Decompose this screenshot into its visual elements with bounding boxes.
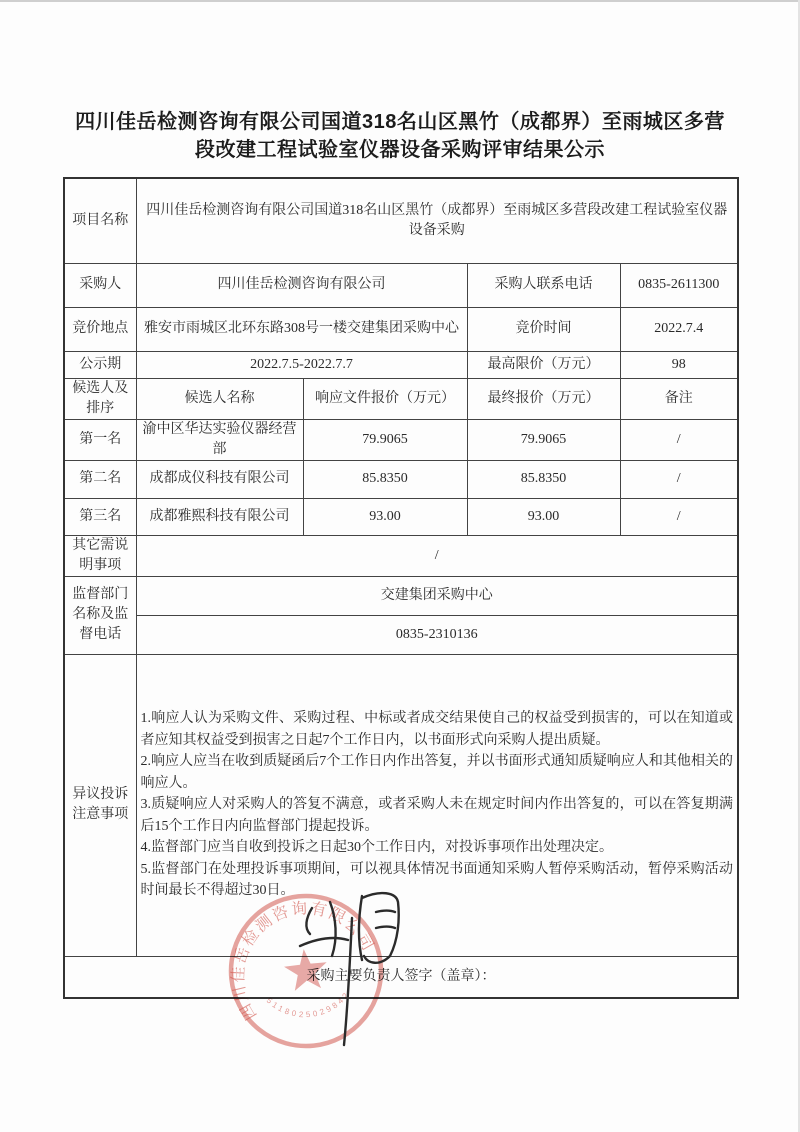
doc-price-header: 响应文件报价（万元） bbox=[303, 378, 467, 419]
candidate-final-price: 79.9065 bbox=[467, 419, 620, 460]
bidding-place-value: 雅安市雨城区北环东路308号一楼交建集团采购中心 bbox=[136, 307, 467, 351]
candidate-row-3 bbox=[64, 498, 738, 535]
signature-row bbox=[64, 956, 738, 998]
candidate-row-1 bbox=[64, 419, 738, 460]
candidate-doc-price: 93.00 bbox=[303, 498, 467, 535]
objection-label: 异议投诉注意事项 bbox=[64, 654, 136, 956]
purchaser-value: 四川佳岳检测咨询有限公司 bbox=[136, 263, 467, 307]
candidates-header-row bbox=[64, 378, 738, 419]
seal-number-text: 5118025029842 bbox=[264, 989, 353, 1020]
objection-item: 3.质疑响应人对采购人的答复不满意，或者采购人未在规定时间内作出答复的，可以在答复期满后15个工作日内向监督部门提起投诉。 bbox=[140, 797, 733, 834]
bidding-time-value: 2022.7.4 bbox=[620, 307, 738, 351]
objection-item: 4.监督部门应当自收到投诉之日起30个工作日内，对投诉事项作出处理决定。 bbox=[140, 840, 613, 856]
purchaser-label: 采购人 bbox=[64, 263, 136, 307]
candidate-doc-price: 79.9065 bbox=[303, 419, 467, 460]
bidding-time-label: 竞价时间 bbox=[467, 307, 620, 351]
purchaser-phone-label: 采购人联系电话 bbox=[467, 263, 620, 307]
table-row bbox=[64, 307, 738, 351]
page-title bbox=[0, 108, 800, 164]
supervision-department: 交建集团采购中心 bbox=[136, 576, 738, 615]
candidate-row-2 bbox=[64, 460, 738, 498]
other-notes-row bbox=[64, 535, 738, 576]
objection-item: 1.响应人认为采购文件、采购过程、中标或者成交结果使自己的权益受到损害的，可以在知道或者应知其权益受到损害之日起7个工作日内，以书面形式向采购人提出质疑。 bbox=[140, 711, 733, 748]
table-row bbox=[64, 178, 738, 263]
candidate-remark: / bbox=[620, 498, 738, 535]
scan-edge-top bbox=[0, 0, 800, 2]
objection-row bbox=[64, 654, 738, 956]
publicity-period-value: 2022.7.5-2022.7.7 bbox=[136, 351, 467, 378]
other-notes-label: 其它需说明事项 bbox=[64, 535, 136, 576]
final-price-header: 最终报价（万元） bbox=[467, 378, 620, 419]
candidate-name: 渝中区华达实验仪器经营部 bbox=[136, 419, 303, 460]
page-title-line2: 段改建工程试验室仪器设备采购评审结果公示 bbox=[195, 139, 605, 161]
supervision-phone: 0835-2310136 bbox=[136, 615, 738, 654]
candidates-rank-label: 候选人及排序 bbox=[64, 378, 136, 419]
objection-item: 5.监督部门在处理投诉事项期间，可以视具体情况书面通知采购人暂停采购活动，暂停采购活动时间最长不得超过30日。 bbox=[140, 861, 733, 899]
seal-company-text: 四川佳岳检测咨询有限公司 bbox=[230, 900, 378, 1023]
candidate-rank: 第二名 bbox=[64, 460, 136, 498]
bidding-place-label: 竞价地点 bbox=[64, 307, 136, 351]
candidate-final-price: 85.8350 bbox=[467, 460, 620, 498]
candidate-doc-price: 85.8350 bbox=[303, 460, 467, 498]
objection-item: 2.响应人应当在收到质疑函后7个工作日内作出答复，并以书面形式通知质疑响应人和其他相关的响应人。 bbox=[140, 754, 733, 791]
max-price-value: 98 bbox=[620, 351, 738, 378]
result-table bbox=[63, 177, 739, 999]
objection-content bbox=[136, 654, 738, 956]
candidate-name-header: 候选人名称 bbox=[136, 378, 303, 419]
table-row bbox=[64, 351, 738, 378]
supervision-phone-row bbox=[64, 615, 738, 654]
candidate-remark: / bbox=[620, 460, 738, 498]
other-notes-value: / bbox=[136, 535, 738, 576]
table-row bbox=[64, 263, 738, 307]
max-price-label: 最高限价（万元） bbox=[467, 351, 620, 378]
purchaser-phone-value: 0835-2611300 bbox=[620, 263, 738, 307]
project-name-label: 项目名称 bbox=[64, 178, 136, 263]
candidate-name: 成都成仪科技有限公司 bbox=[136, 460, 303, 498]
publicity-period-label: 公示期 bbox=[64, 351, 136, 378]
candidate-final-price: 93.00 bbox=[467, 498, 620, 535]
remark-header: 备注 bbox=[620, 378, 738, 419]
project-name-value: 四川佳岳检测咨询有限公司国道318名山区黑竹（成都界）至雨城区多营段改建工程试验室仪器设备采购 bbox=[136, 178, 738, 263]
supervision-label: 监督部门名称及监督电话 bbox=[64, 576, 136, 654]
signature-label: 采购主要负责人签字（盖章）： bbox=[64, 956, 738, 998]
candidate-rank: 第三名 bbox=[64, 498, 136, 535]
candidate-rank: 第一名 bbox=[64, 419, 136, 460]
page-title-line1: 四川佳岳检测咨询有限公司国道318名山区黑竹（成都界）至雨城区多营 bbox=[75, 111, 725, 133]
supervision-row bbox=[64, 576, 738, 615]
candidate-remark: / bbox=[620, 419, 738, 460]
candidate-name: 成都雅熙科技有限公司 bbox=[136, 498, 303, 535]
